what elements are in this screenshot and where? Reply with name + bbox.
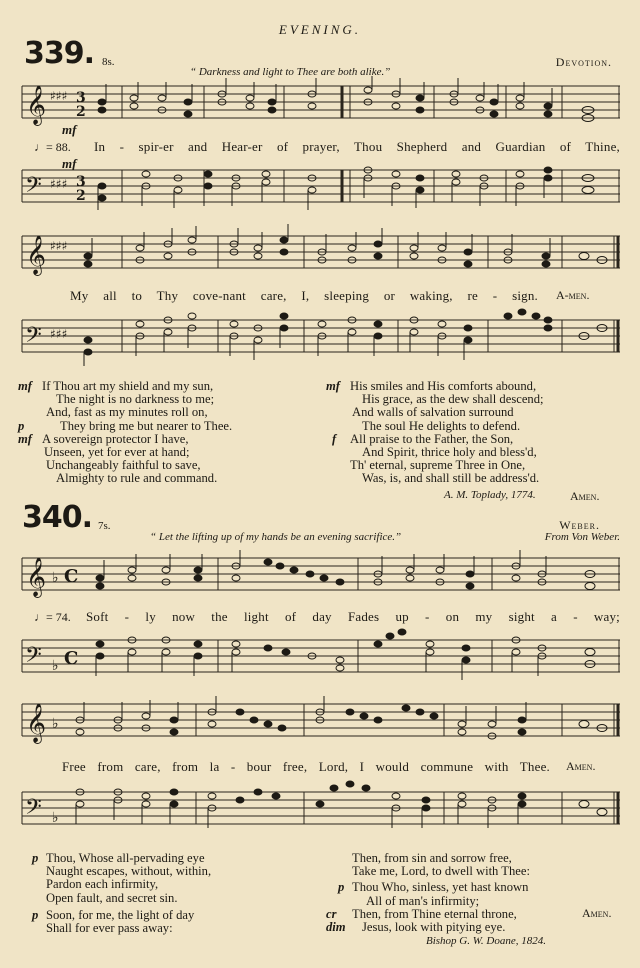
svg-text:𝄞: 𝄞 [26,703,47,743]
hymn-339-lyrics-line1: In - spir-er and Hear-er of prayer, Thou Shepherd and Guardian of Thine, [94,139,620,154]
verse-line: And, fast as my minutes roll on, [46,405,208,420]
hymn-339-lyrics-line2: My all to Thy cove-nant care, I, sleeping or waking, re - sign. [70,288,538,303]
hymn-339-author-amen: Amen. [570,489,600,503]
verse-line: All praise to the Father, the Son, [350,431,514,446]
hymn-340-verse-amen: Amen. [582,906,612,920]
hymn-340-verses-left [32,851,212,936]
verse-dynamic: p [32,851,39,865]
hymn-339-bass-dynamic-mark: mf [62,156,77,171]
hymn-339-dynamic-mark: mf [62,122,77,137]
hymn-340-tempo: ♩= 74. [34,610,71,624]
svg-text:♯♯♯: ♯♯♯ [50,239,68,253]
svg-text:2: 2 [76,104,86,120]
svg-text:𝄞: 𝄞 [26,235,47,275]
hymn-339-system2-bass-staff [22,316,620,366]
svg-text:♭: ♭ [52,810,59,826]
svg-text:𝄞: 𝄞 [26,557,47,597]
verse-line: Was, is, and shall still be address'd. [362,471,540,486]
verse-line: Thou, Whose all-pervading eye [46,851,205,865]
verse-line: And walls of salvation surround [352,405,514,420]
verse-dynamic: mf [326,379,340,393]
verse-line: If Thou art my shield and my sun, [42,379,214,393]
svg-text:𝄢: 𝄢 [25,323,42,353]
verse-dynamic: dim [326,920,346,935]
verse-line: Th' eternal, supreme Three in One, [350,458,526,473]
hymn-340-epigraph: “ Let the lifting up of my hands be an evening sacrifice.” [150,531,402,543]
verse-dynamic: cr [326,906,337,921]
hymn-340-number: 340. [22,500,93,535]
svg-text:𝄢: 𝄢 [25,795,42,825]
verse-line: Take me, Lord, to dwell with Thee: [352,864,530,879]
verse-line: Soon, for me, the light of day [46,907,195,922]
hymn-339-system2-treble-staff [22,232,620,282]
svg-text:𝄢: 𝄢 [25,643,42,673]
hymn-339-verses-right [326,379,544,486]
verse-line: Open fault, and secret sin. [46,890,178,905]
verse-dynamic: mf [18,379,32,393]
verse-dynamic: mf [18,431,32,446]
svg-text:♭: ♭ [52,716,59,732]
verse-line: All of man's infirmity; [366,893,480,908]
verse-dynamic: p [32,907,39,922]
svg-text:𝄞: 𝄞 [26,85,47,125]
verse-line: A sovereign protector I have, [42,431,189,446]
hymn-340-verses-right [326,851,530,935]
svg-text:♯♯♯: ♯♯♯ [50,327,68,341]
hymn-340-system1-treble-staff [22,554,620,604]
svg-text:♭: ♭ [52,658,59,674]
verse-line: And Spirit, thrice holy and bless'd, [362,445,537,460]
hymn-340-lyrics-line2: Free from care, from la - bour free, Lord, I would commune with Thee. [62,759,550,774]
hymn-340-meter: 7s. [98,520,111,532]
hymn-340-lyrics-line1: Soft - ly now the light of day Fades up - on my sight a - way; [86,609,620,624]
verse-dynamic: p [18,418,25,433]
verse-line: Pardon each infirmity, [46,877,159,892]
verse-line: His smiles and His comforts abound, [350,379,537,393]
svg-text:C: C [64,566,79,587]
hymn-340-author: Bishop G. W. Doane, 1824. [426,935,546,947]
hymn-339-meter: 8s. [102,56,115,68]
verse-line: Thou Who, sinless, yet hast known [352,880,529,895]
verse-line: Unseen, yet for ever at hand; [44,445,190,460]
hymn-339-number: 339. [24,36,95,71]
running-head: EVENING. [278,22,362,37]
hymn-339-system1-treble-staff [22,82,620,132]
hymn-340-composer: From Von Weber. [544,531,620,543]
hymn-339-tune: Devotion. [555,55,612,69]
svg-text:♭: ♭ [52,570,59,586]
hymn-340-system2-treble-staff [22,700,620,750]
hymn-339-verses-left [18,379,233,486]
hymn-339-epigraph: “ Darkness and light to Thee are both alike.” [190,66,391,78]
hymn-339-tempo: ♩= 88. [34,140,71,154]
hymn-339-system1-bass-staff [22,166,620,216]
verse-line: They bring me but nearer to Thee. [60,418,233,433]
svg-text:𝄢: 𝄢 [25,173,42,203]
hymn-340-music-amen: Amen. [566,759,596,773]
hymn-340-tune: Weber. [559,518,600,532]
verse-dynamic: p [338,880,345,895]
svg-text:2: 2 [76,188,86,204]
verse-line: His grace, as the dew shall descend; [362,392,544,407]
verse-line: Then, from sin and sorrow free, [352,851,512,865]
verse-line: Then, from Thine eternal throne, [352,906,517,921]
svg-text:♯♯♯: ♯♯♯ [50,89,68,103]
svg-text:3: 3 [76,90,86,106]
verse-line: Naught escapes, without, within, [46,864,212,879]
hymn-340-system2-bass-staff [22,788,620,838]
verse-line: Unchangeably faithful to save, [46,458,201,473]
hymn-339-music-amen: A-men. [556,288,590,302]
verse-dynamic: f [332,431,337,446]
hymn-339-author: A. M. Toplady, 1774. [444,489,536,501]
verse-line: The night is no darkness to me; [56,392,215,407]
svg-text:C: C [64,648,79,669]
verse-line: Shall for ever pass away: [46,921,173,936]
svg-text:3: 3 [76,174,86,190]
verse-line: Jesus, look with pitying eye. [362,920,506,935]
verse-line: The soul He delights to defend. [362,418,521,433]
hymn-340-system1-bass-staff [22,636,620,686]
verse-line: Almighty to rule and command. [56,471,218,486]
svg-text:♯♯♯: ♯♯♯ [50,177,68,191]
